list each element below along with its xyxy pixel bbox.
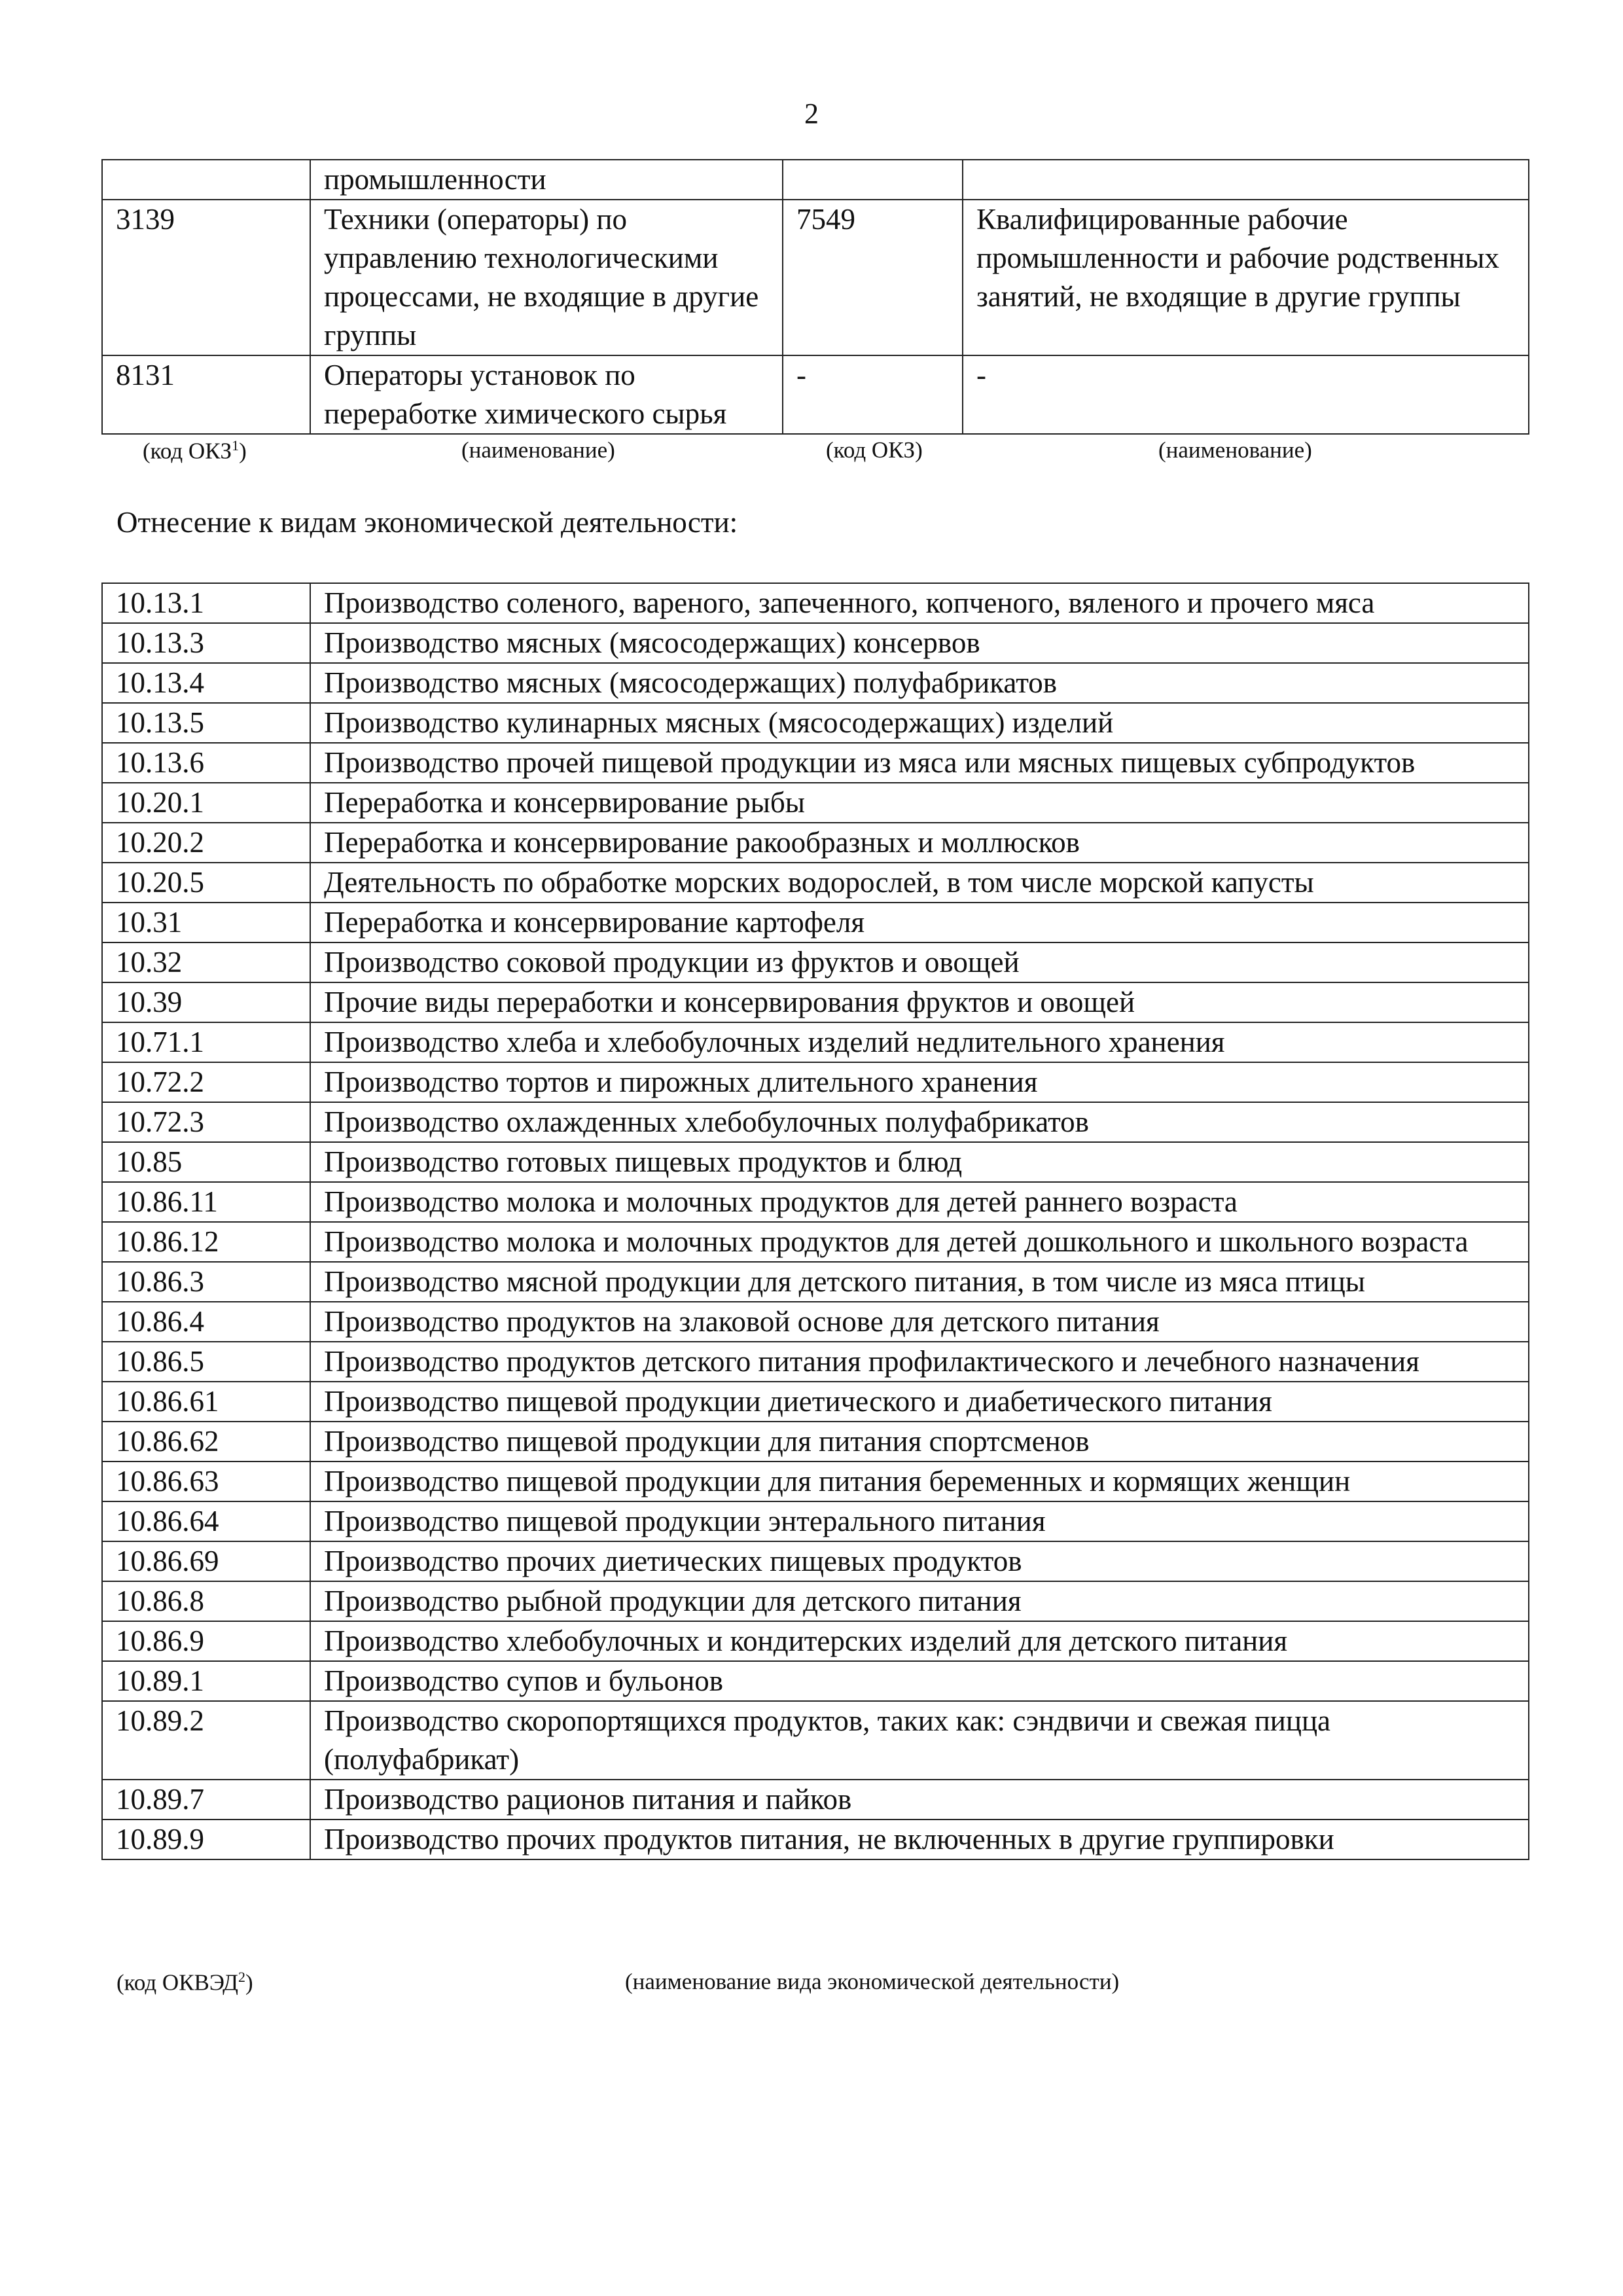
okved-code-cell: 10.86.62 [102,1422,310,1462]
okved-name-cell: Прочие виды переработки и консервирования фруктов и овощей [310,982,1529,1022]
okved-row [102,703,1529,743]
okved-row [102,623,1529,663]
okz-name1-cell: Операторы установок по переработке химического сырья [310,355,783,434]
okved-name-cell: Деятельность по обработке морских водорослей, в том числе морской капусты [310,863,1529,903]
okved-row [102,1302,1529,1342]
okved-code-caption: (код ОКВЭД$^2$) [116,1969,253,1996]
okz-name1-cell: промышленности [310,160,783,200]
okved-row [102,1382,1529,1422]
okved-row [102,663,1529,703]
okved-table-body [102,583,1529,1859]
okved-code-cell: 10.86.64 [102,1501,310,1541]
okved-row [102,863,1529,903]
okved-name-cell: Производство супов и бульонов [310,1661,1529,1701]
okved-name-cell: Производство мясной продукции для детского питания, в том числе из мяса птицы [310,1262,1529,1302]
okved-name-cell: Производство соленого, вареного, запеченного, копченого, вяленого и прочего мяса [310,583,1529,623]
okved-name-cell: Производство пищевой продукции энтерального питания [310,1501,1529,1541]
okved-name-cell: Производство пищевой продукции диетического и диабетического питания [310,1382,1529,1422]
okved-code-cell: 10.86.61 [102,1382,310,1422]
okved-row [102,1262,1529,1302]
okved-row [102,823,1529,863]
okved-code-cell: 10.31 [102,903,310,942]
okz-name-caption: (наименование) [461,437,615,463]
okved-code-cell: 10.13.5 [102,703,310,743]
okz-code1-cell [102,160,310,200]
okved-name-cell: Производство прочих продуктов питания, не включенных в другие группировки [310,1820,1529,1859]
okved-name-caption: (наименование вида экономической деятельности) [625,1969,1120,1994]
okved-name-cell: Производство прочей пищевой продукции из мяса или мясных пищевых субпродуктов [310,743,1529,783]
okz-name2-cell: - [963,355,1529,434]
okz-row [102,200,1529,355]
okved-name-cell: Производство пищевой продукции для питания беременных и кормящих женщин [310,1462,1529,1501]
okved-code-cell: 10.72.2 [102,1062,310,1102]
okved-code-cell: 10.86.5 [102,1342,310,1382]
okved-name-cell: Производство готовых пищевых продуктов и блюд [310,1142,1529,1182]
okved-row [102,1780,1529,1820]
okz-code-caption: (код ОКЗ$^1$) [143,437,247,464]
okved-code-cell: 10.13.1 [102,583,310,623]
okz-code1-cell: 3139 [102,200,310,355]
okved-name-cell: Производство пищевой продукции для питания спортсменов [310,1422,1529,1462]
okved-code-cell: 10.86.4 [102,1302,310,1342]
okved-code-cell: 10.32 [102,942,310,982]
okz-row [102,355,1529,434]
okved-row [102,903,1529,942]
okved-name-cell: Производство охлажденных хлебобулочных полуфабрикатов [310,1102,1529,1142]
okz-row [102,160,1529,200]
okved-name-cell: Производство хлеба и хлебобулочных изделий недлительного хранения [310,1022,1529,1062]
okved-code-cell: 10.13.4 [102,663,310,703]
okved-name-cell: Производство прочих диетических пищевых продуктов [310,1541,1529,1581]
okved-row [102,1342,1529,1382]
page-number: 2 [804,98,819,130]
okved-name-cell: Производство соковой продукции из фруктов и овощей [310,942,1529,982]
okved-row [102,1541,1529,1581]
okved-row [102,743,1529,783]
okz-code2-caption: (код ОКЗ) [826,437,923,463]
okved-row [102,982,1529,1022]
okved-code-cell: 10.20.5 [102,863,310,903]
okved-code-cell: 10.71.1 [102,1022,310,1062]
okz-code2-cell [783,160,963,200]
okved-row [102,942,1529,982]
okved-code-cell: 10.86.63 [102,1462,310,1501]
okz-code1-cell: 8131 [102,355,310,434]
okved-name-cell: Производство продуктов детского питания профилактического и лечебного назначения [310,1342,1529,1382]
okved-name-cell: Производство хлебобулочных и кондитерских изделий для детского питания [310,1621,1529,1661]
okved-name-cell: Производство молока и молочных продуктов для детей раннего возраста [310,1182,1529,1222]
okved-code-cell: 10.20.2 [102,823,310,863]
okved-row [102,1422,1529,1462]
okved-row [102,1820,1529,1859]
okved-name-cell: Переработка и консервирование ракообразных и моллюсков [310,823,1529,863]
okved-row [102,1621,1529,1661]
okz-name2-caption: (наименование) [1158,437,1312,463]
okved-table [101,583,1529,1860]
okved-code-cell: 10.20.1 [102,783,310,823]
okved-row [102,1462,1529,1501]
okved-row [102,1701,1529,1780]
okved-code-cell: 10.89.9 [102,1820,310,1859]
okved-name-cell: Производство продуктов на злаковой основе для детского питания [310,1302,1529,1342]
okved-name-cell: Производство скоропортящихся продуктов, таких как: сэндвичи и свежая пицца (полуфабрикат) [310,1701,1529,1780]
okved-code-cell: 10.86.9 [102,1621,310,1661]
okved-code-cell: 10.13.6 [102,743,310,783]
okved-row [102,1062,1529,1102]
okved-code-cell: 10.72.3 [102,1102,310,1142]
okved-name-cell: Переработка и консервирование картофеля [310,903,1529,942]
okved-code-cell: 10.86.3 [102,1262,310,1302]
okved-code-cell: 10.86.12 [102,1222,310,1262]
okved-code-cell: 10.89.2 [102,1701,310,1780]
okved-code-cell: 10.86.11 [102,1182,310,1222]
okved-row [102,1222,1529,1262]
okved-name-cell: Производство рыбной продукции для детского питания [310,1581,1529,1621]
okved-code-cell: 10.86.69 [102,1541,310,1581]
okz-name2-cell: Квалифицированные рабочие промышленности и рабочие родственных занятий, не входящие в другие группы [963,200,1529,355]
okved-name-cell: Производство кулинарных мясных (мясосодержащих) изделий [310,703,1529,743]
okved-code-cell: 10.89.7 [102,1780,310,1820]
okved-name-cell: Производство молока и молочных продуктов для детей дошкольного и школьного возраста [310,1222,1529,1262]
section-heading: Отнесение к видам экономической деятельности: [116,506,738,539]
okz-name2-cell [963,160,1529,200]
okved-code-cell: 10.85 [102,1142,310,1182]
okz-name1-cell: Техники (операторы) по управлению технологическими процессами, не входящие в другие группы [310,200,783,355]
okved-name-cell: Производство мясных (мясосодержащих) консервов [310,623,1529,663]
okved-row [102,1102,1529,1142]
okved-row [102,1142,1529,1182]
okved-row [102,1581,1529,1621]
okz-code2-cell: 7549 [783,200,963,355]
okved-name-cell: Производство мясных (мясосодержащих) полуфабрикатов [310,663,1529,703]
okved-code-cell: 10.13.3 [102,623,310,663]
okved-row [102,783,1529,823]
okved-row [102,1661,1529,1701]
okved-code-cell: 10.89.1 [102,1661,310,1701]
okved-name-cell: Переработка и консервирование рыбы [310,783,1529,823]
okz-table [101,159,1529,435]
okved-row [102,1501,1529,1541]
okz-code2-cell: - [783,355,963,434]
okved-row [102,1022,1529,1062]
okved-row [102,1182,1529,1222]
okved-name-cell: Производство тортов и пирожных длительного хранения [310,1062,1529,1102]
okved-code-cell: 10.39 [102,982,310,1022]
okved-name-cell: Производство рационов питания и пайков [310,1780,1529,1820]
okz-table-body [102,160,1529,434]
okved-row [102,583,1529,623]
okved-code-cell: 10.86.8 [102,1581,310,1621]
